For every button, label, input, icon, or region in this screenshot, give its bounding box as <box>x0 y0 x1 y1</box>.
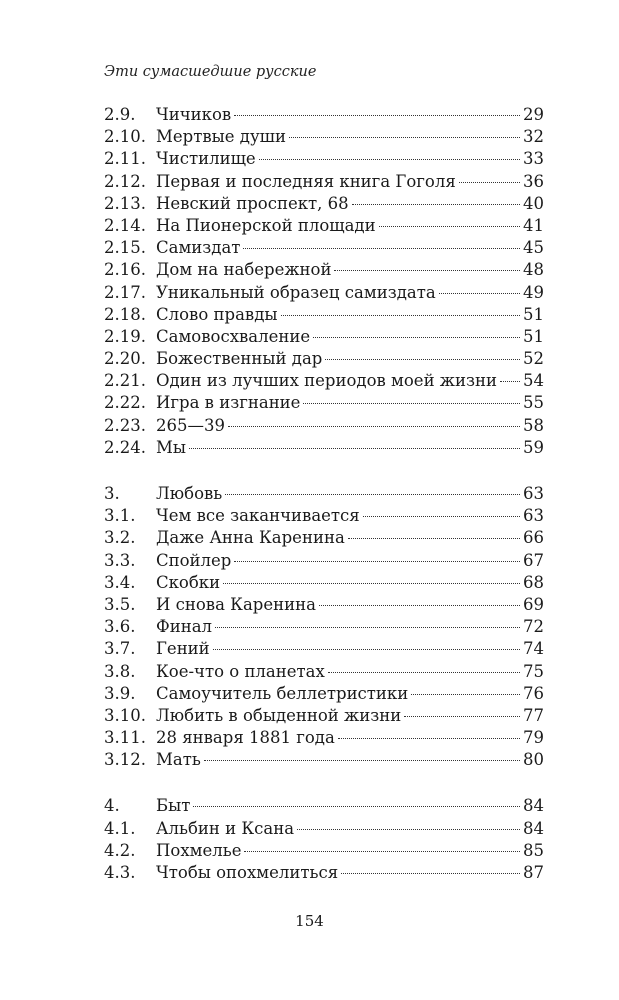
toc-entry-page: 41 <box>523 215 544 235</box>
toc-entry-number: 3.5. <box>104 594 136 614</box>
toc-entry-page: 63 <box>523 484 544 503</box>
dot-leader <box>244 851 520 852</box>
toc-entry-page: 66 <box>523 528 544 548</box>
toc-entry-number: 3.3. <box>104 550 136 570</box>
toc-entry-number: 2.22. <box>104 393 146 413</box>
dot-leader <box>352 204 520 205</box>
toc-entry-title: Мы <box>156 437 187 457</box>
toc-entry <box>104 126 544 148</box>
toc-entry-title: Один из лучших периодов моей жизни <box>156 371 497 391</box>
toc-entry-number: 2.11. <box>104 149 146 169</box>
dot-leader <box>325 359 520 360</box>
toc-entry-title: Уникальный образец самиздата <box>156 282 436 302</box>
toc-entry-title: Чичиков <box>156 105 232 124</box>
toc-entry-number: 3.9. <box>104 683 136 703</box>
dot-leader <box>411 694 520 695</box>
dot-leader <box>328 672 520 673</box>
toc-entry-number: 2.10. <box>104 127 146 147</box>
toc-entry <box>104 818 544 840</box>
dot-leader <box>334 270 520 271</box>
toc-entry-title: Первая и последняя книга Гоголя <box>156 171 456 191</box>
toc-entry <box>104 415 544 437</box>
toc-entry-title: Похмелье <box>156 840 242 860</box>
dot-leader <box>348 538 520 539</box>
toc-entry-title: Самоучитель беллетристики <box>156 683 409 703</box>
toc-entry-title: 28 января 1881 года <box>156 728 335 748</box>
dot-leader <box>281 315 521 316</box>
toc-entry-title: Дом на набережной <box>156 260 332 280</box>
toc-entry <box>104 862 544 884</box>
toc-entry-number: 4. <box>104 796 120 816</box>
toc-entry <box>104 237 544 259</box>
toc-entry <box>104 505 544 527</box>
toc-entry-title: На Пионерской площади <box>156 215 376 235</box>
dot-leader <box>243 248 520 249</box>
toc-entry-title: Финал <box>156 617 213 637</box>
toc-entry-number: 3.6. <box>104 617 136 637</box>
toc-entry-page: 87 <box>523 863 544 882</box>
toc-entry <box>104 259 544 281</box>
dot-leader <box>213 649 520 650</box>
running-head: Эти сумасшедшие русские <box>104 64 317 80</box>
dot-leader <box>313 337 520 338</box>
toc-entry-number: 2.23. <box>104 415 146 435</box>
toc-entry-title: Мать <box>156 750 201 770</box>
toc-entry-page: 84 <box>523 818 544 838</box>
dot-leader <box>189 448 520 449</box>
toc-entry-number: 2.15. <box>104 238 146 258</box>
toc-entry-title: Чем все заканчивается <box>156 506 360 526</box>
toc-entry-page: 59 <box>523 437 544 457</box>
toc-entry-page: 52 <box>523 349 544 369</box>
dot-leader <box>259 159 520 160</box>
toc-entry-title: И снова Каренина <box>156 594 316 614</box>
toc-entry-number: 2.13. <box>104 193 146 213</box>
toc-entry-page: 51 <box>523 304 544 324</box>
dot-leader <box>234 561 520 562</box>
toc-entry-number: 3.8. <box>104 661 136 681</box>
toc-entry-page: 68 <box>523 572 544 592</box>
toc-entry-title: 265—39 <box>156 415 225 435</box>
toc-section <box>104 104 544 459</box>
toc-entry-number: 3.7. <box>104 639 136 659</box>
toc-entry-page: 32 <box>523 127 544 147</box>
toc-entry-page: 48 <box>523 260 544 280</box>
toc-entry-title: Скобки <box>156 572 221 592</box>
toc-entry <box>104 304 544 326</box>
toc-entry-title: Кое-что о планетах <box>156 661 325 681</box>
toc-entry <box>104 527 544 549</box>
toc-entry-number: 2.14. <box>104 215 146 235</box>
toc-entry <box>104 104 544 126</box>
toc-entry-page: 72 <box>523 617 544 637</box>
toc-section <box>104 483 544 771</box>
page-number: 154 <box>295 912 324 930</box>
toc-entry-page: 29 <box>523 105 544 124</box>
toc-entry-number: 2.20. <box>104 349 146 369</box>
toc-entry-number: 2.17. <box>104 282 146 302</box>
toc-entry-title: Спойлер <box>156 550 232 570</box>
toc-entry-page: 63 <box>523 506 544 526</box>
toc-entry <box>104 348 544 370</box>
toc-entry-page: 33 <box>523 149 544 169</box>
toc-entry-page: 76 <box>523 683 544 703</box>
toc-entry-title: Любить в обыденной жизни <box>156 705 402 725</box>
toc-entry-title: Чтобы опохмелиться <box>156 863 339 882</box>
toc-entry <box>104 483 544 505</box>
dot-leader <box>215 627 520 628</box>
toc-entry <box>104 727 544 749</box>
toc-entry-page: 45 <box>523 238 544 258</box>
dot-leader <box>379 226 520 227</box>
dot-leader <box>225 494 520 495</box>
toc-entry-title: Невский проспект, 68 <box>156 193 349 213</box>
dot-leader <box>341 873 520 874</box>
toc-entry-number: 3.1. <box>104 506 136 526</box>
dot-leader <box>297 829 520 830</box>
toc-entry-page: 85 <box>523 840 544 860</box>
toc-entry-number: 2.16. <box>104 260 146 280</box>
toc-entry-number: 3.11. <box>104 728 146 748</box>
toc-entry-page: 40 <box>523 193 544 213</box>
toc-entry-number: 3. <box>104 484 120 503</box>
toc-entry-title: Игра в изгнание <box>156 393 301 413</box>
toc-entry-number: 2.19. <box>104 326 146 346</box>
toc-entry-page: 69 <box>523 594 544 614</box>
toc-entry-title: Слово правды <box>156 304 278 324</box>
toc-entry-number: 3.10. <box>104 705 146 725</box>
dot-leader <box>338 738 520 739</box>
toc-entry <box>104 661 544 683</box>
toc-entry <box>104 594 544 616</box>
dot-leader <box>439 293 520 294</box>
toc-entry-number: 4.3. <box>104 863 136 882</box>
toc-entry <box>104 840 544 862</box>
dot-leader <box>363 516 520 517</box>
toc-entry-page: 49 <box>523 282 544 302</box>
toc-entry-number: 3.4. <box>104 572 136 592</box>
toc-entry-number: 2.21. <box>104 371 146 391</box>
toc-entry <box>104 215 544 237</box>
toc-entry-page: 75 <box>523 661 544 681</box>
toc-entry-title: Любовь <box>156 484 223 503</box>
dot-leader <box>404 716 520 717</box>
toc-entry-number: 2.9. <box>104 105 136 124</box>
toc-entry-page: 51 <box>523 326 544 346</box>
toc-entry-page: 74 <box>523 639 544 659</box>
toc-entry-page: 79 <box>523 728 544 748</box>
toc-entry-number: 4.1. <box>104 818 136 838</box>
toc-entry-page: 36 <box>523 171 544 191</box>
toc-entry <box>104 550 544 572</box>
dot-leader <box>193 806 520 807</box>
toc-entry <box>104 171 544 193</box>
toc-entry-title: Чистилище <box>156 149 256 169</box>
toc-entry-page: 58 <box>523 415 544 435</box>
toc-entry-page: 80 <box>523 750 544 770</box>
dot-leader <box>319 605 520 606</box>
dot-leader <box>228 426 520 427</box>
toc-entry <box>104 148 544 170</box>
toc-entry-number: 2.24. <box>104 437 146 457</box>
toc-entry <box>104 326 544 348</box>
toc-entry-page: 77 <box>523 705 544 725</box>
toc-entry-page: 54 <box>523 371 544 391</box>
toc-entry-number: 3.2. <box>104 528 136 548</box>
toc-entry <box>104 616 544 638</box>
toc-entry <box>104 392 544 414</box>
toc-entry-number: 3.12. <box>104 750 146 770</box>
dot-leader <box>289 137 520 138</box>
toc-entry <box>104 795 544 817</box>
toc-entry <box>104 282 544 304</box>
dot-leader <box>500 381 520 382</box>
toc-entry <box>104 683 544 705</box>
toc-entry <box>104 437 544 459</box>
dot-leader <box>303 403 520 404</box>
toc-entry <box>104 370 544 392</box>
toc-entry-title: Самовосхваление <box>156 326 311 346</box>
toc-entry-page: 67 <box>523 550 544 570</box>
toc-entry-title: Альбин и Ксана <box>156 818 295 838</box>
toc-entry-number: 2.12. <box>104 171 146 191</box>
toc-entry-title: Самиздат <box>156 238 241 258</box>
toc-entry-title: Даже Анна Каренина <box>156 528 345 548</box>
toc-entry-page: 55 <box>523 393 544 413</box>
dot-leader <box>223 583 520 584</box>
toc-entry-title: Гений <box>156 639 210 659</box>
dot-leader <box>234 115 520 116</box>
dot-leader <box>204 760 520 761</box>
toc-entry-title: Быт <box>156 796 191 816</box>
toc-entry <box>104 705 544 727</box>
toc-entry <box>104 193 544 215</box>
toc-entry <box>104 749 544 771</box>
dot-leader <box>459 182 520 183</box>
toc-entry <box>104 638 544 660</box>
table-of-contents <box>104 104 544 884</box>
toc-entry <box>104 572 544 594</box>
toc-entry-page: 84 <box>523 796 544 816</box>
toc-entry-title: Божественный дар <box>156 349 323 369</box>
toc-entry-number: 2.18. <box>104 304 146 324</box>
toc-section <box>104 795 544 884</box>
toc-entry-title: Мертвые души <box>156 127 286 147</box>
toc-entry-number: 4.2. <box>104 840 136 860</box>
